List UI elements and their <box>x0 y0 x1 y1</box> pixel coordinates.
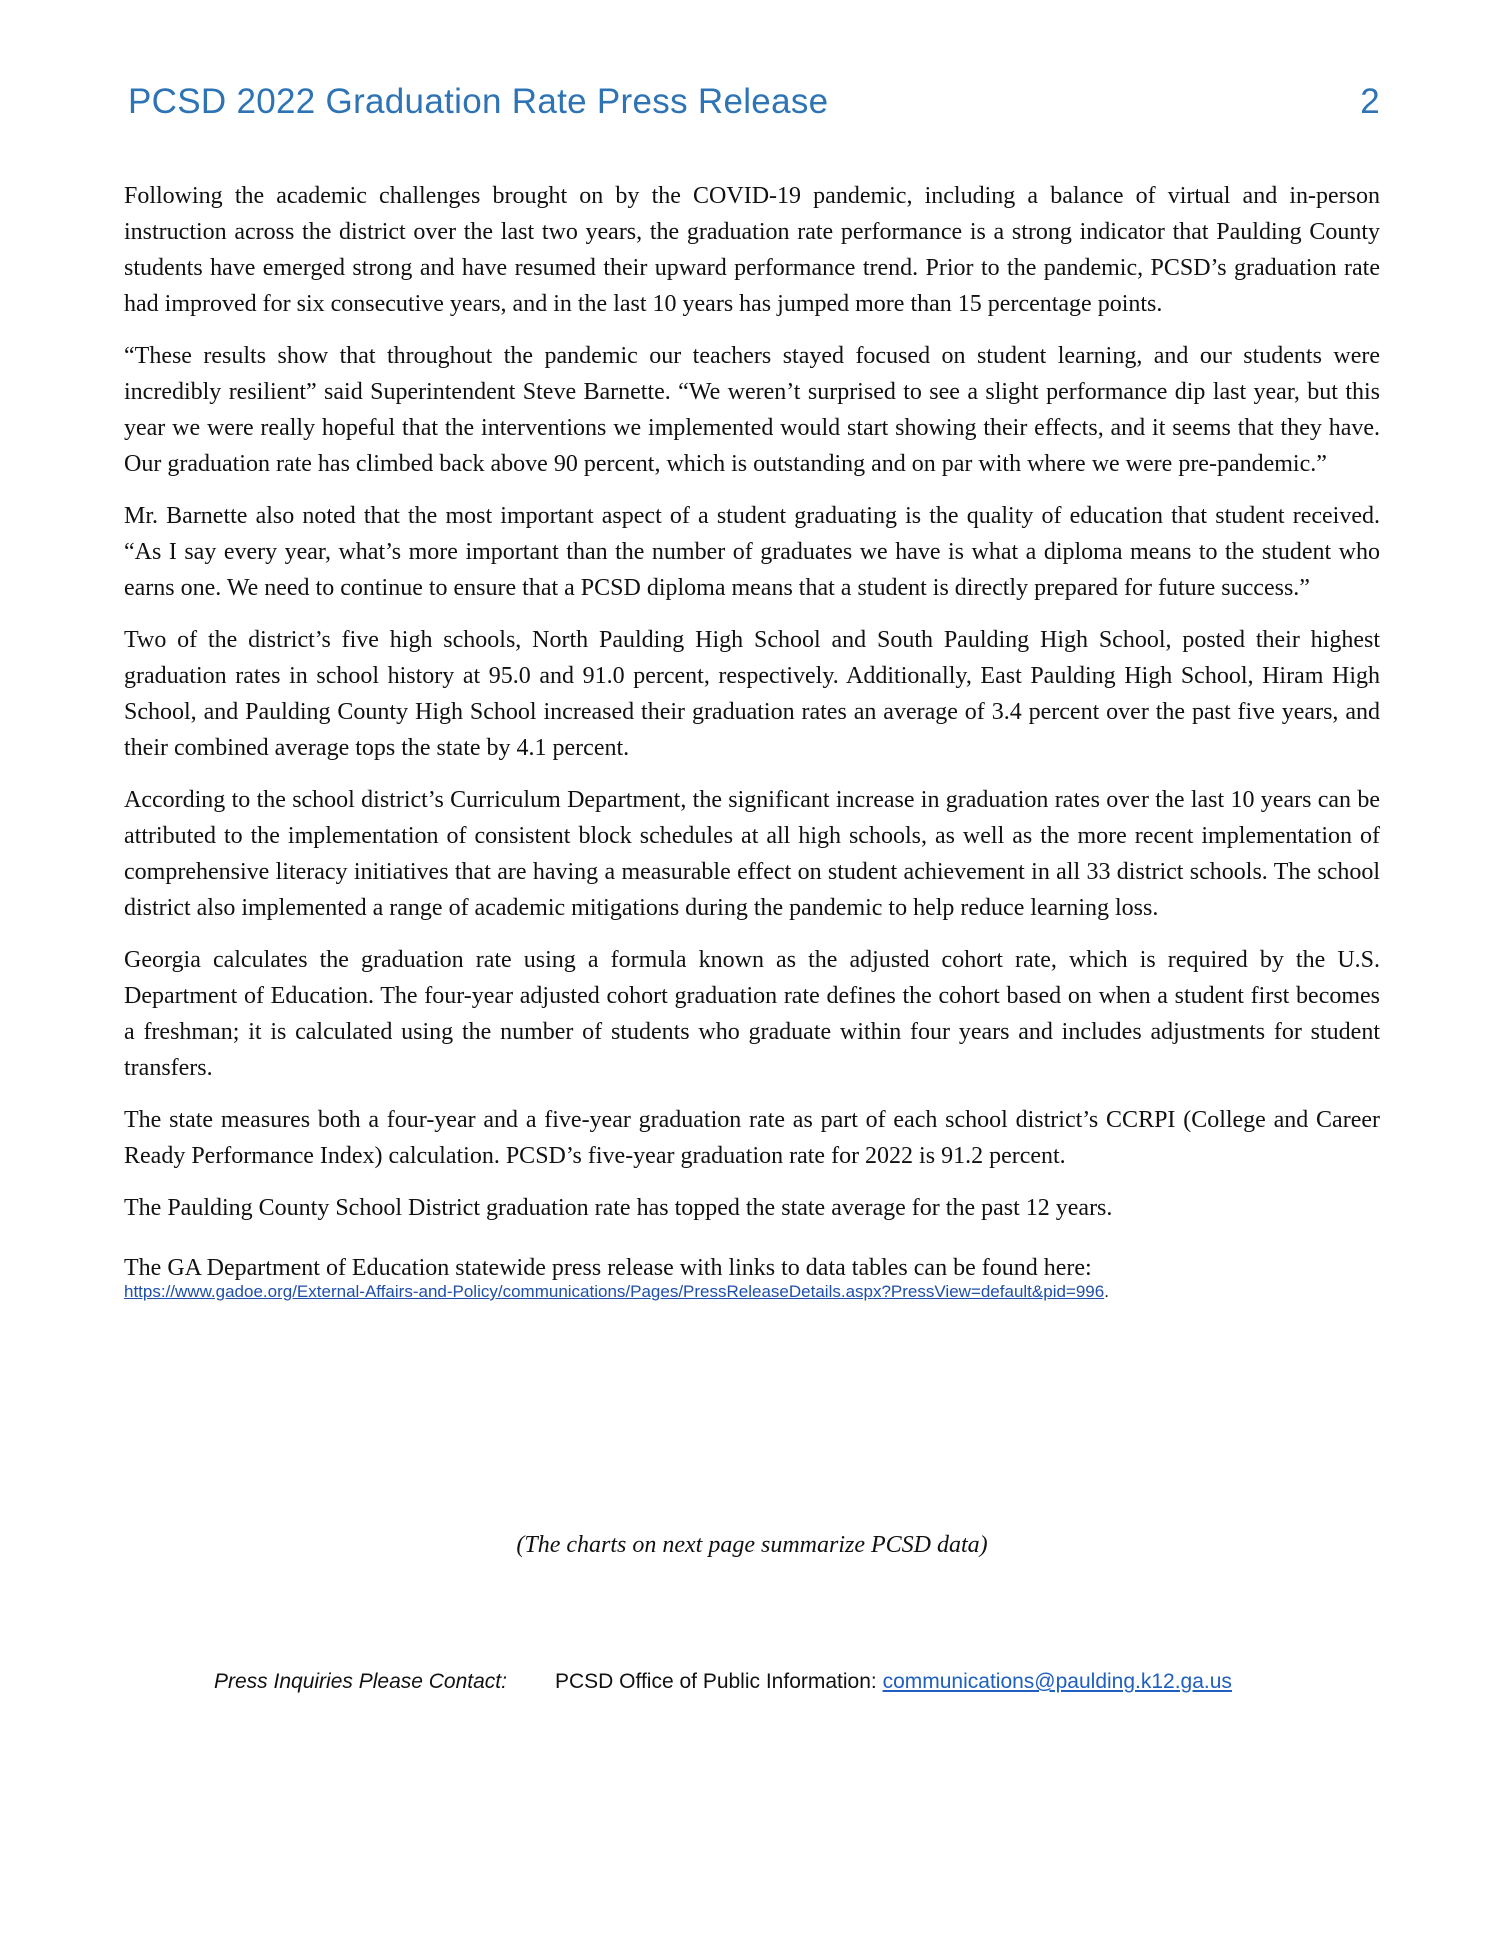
paragraph-curriculum: According to the school district’s Curriculum Department, the significant increase in graduation rates over the last 10 years can be attributed to the implementation of consistent block schedules at all high schools, as well as the more recent implementation of comprehensive literacy initiatives that are having a measurable effect on student achievement in all 33 district schools. The school district also implemented a range of academic mitigations during the pandemic to help reduce learning loss. <box>124 787 1380 921</box>
document-title: PCSD 2022 Graduation Rate Press Release <box>128 82 829 121</box>
gadoe-link-line <box>124 1278 1380 1306</box>
gadoe-press-release-link[interactable]: https://www.gadoe.org/External-Affairs-and-Policy/communications/Pages/PressReleaseDetails.aspx?PressView=default&pid=996 <box>124 1282 1105 1301</box>
paragraph-five-year-rate: The state measures both a four-year and a five-year graduation rate as part of each school district’s CCRPI (College and Career Ready Performance Index) calculation. PCSD’s five-year graduation rate for 2022 is 91.2 percent. <box>124 1107 1380 1169</box>
paragraph-pandemic: Following the academic challenges brought on by the COVID-19 pandemic, including a balance of virtual and in-person instruction across the district over the last two years, the graduation rate performance is a strong indicator that Paulding County students have emerged strong and have resumed their upward performance trend. Prior to the pandemic, PCSD’s graduation rate had improved for six consecutive years, and in the last 10 years has jumped more than 15 percentage points. <box>124 183 1380 317</box>
paragraph-superintendent-quote: “These results show that throughout the pandemic our teachers stayed focused on student learning, and our students were incredibly resilient” said Superintendent Steve Barnette. “We weren’t surprised to see a slight performance dip last year, but this year we were really hopeful that the interventions we implemented would start showing their effects, and it seems that they have. Our graduation rate has climbed back above 90 percent, which is outstanding and on par with where we were pre-pandemic.” <box>124 343 1380 477</box>
page-header <box>128 72 1380 132</box>
paragraph-diploma-quality: Mr. Barnette also noted that the most important aspect of a student graduating is the quality of education that student received. “As I say every year, what’s more important than the number of graduates we have is what a diploma means to the student who earns one. We need to continue to ensure that a PCSD diploma means that a student is directly prepared for future success.” <box>124 503 1380 601</box>
press-release-body <box>124 178 1380 1322</box>
page-number: 2 <box>1360 82 1380 121</box>
paragraph-gadoe-intro: The GA Department of Education statewide press release with links to data tables can be found here: <box>124 1255 1092 1281</box>
contact-footer <box>214 1670 1232 1694</box>
contact-label: Press Inquiries Please Contact: <box>214 1670 507 1693</box>
paragraph-high-schools: Two of the district’s five high schools, North Paulding High School and South Paulding High School, posted their highest graduation rates in school history at 95.0 and 91.0 percent, respectively. Additionally, East Paulding High School, Hiram High School, and Paulding County High School increased their graduation rates an average of 3.4 percent over the past five years, and their combined average tops the state by 4.1 percent. <box>124 627 1380 761</box>
paragraph-cohort-rate: Georgia calculates the graduation rate using a formula known as the adjusted cohort rate, which is required by the U.S. Department of Education. The four-year adjusted cohort graduation rate defines the cohort based on when a student first becomes a freshman; it is calculated using the number of students who graduate within four years and includes adjustments for student transfers. <box>124 947 1380 1081</box>
office-name: PCSD Office of Public Information: <box>554 1670 883 1693</box>
contact-office <box>555 1670 1232 1694</box>
contact-email-link[interactable]: communications@paulding.k12.ga.us <box>882 1670 1232 1693</box>
paragraph-state-average: The Paulding County School District graduation rate has topped the state average for the past 12 years. <box>124 1195 1113 1221</box>
link-suffix: . <box>1104 1282 1109 1301</box>
charts-note: (The charts on next page summarize PCSD data) <box>516 1532 988 1558</box>
